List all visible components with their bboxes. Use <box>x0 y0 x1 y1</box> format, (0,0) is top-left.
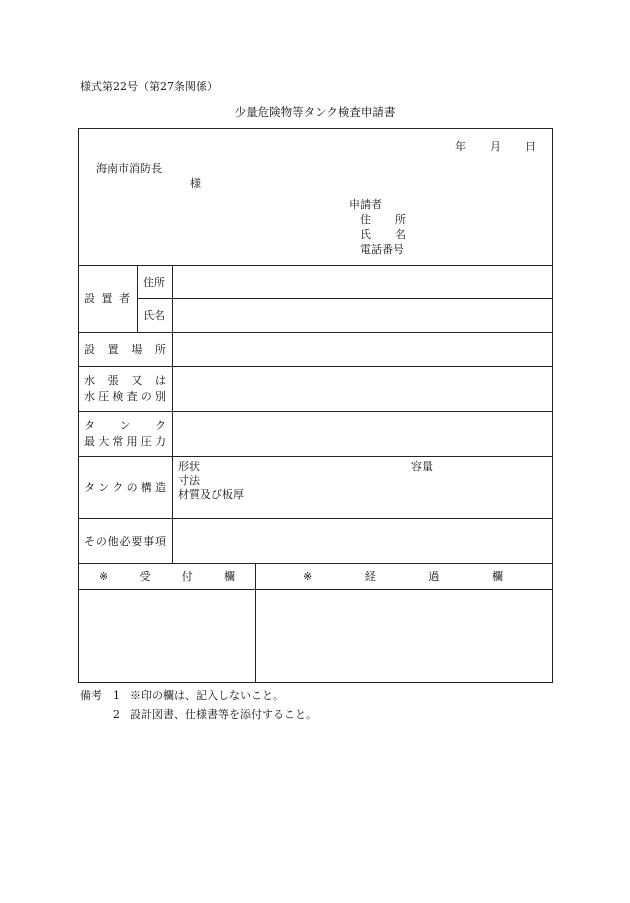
applicant-label: 申請者 <box>349 198 382 211</box>
column-divider <box>137 265 138 332</box>
structure-dimensions-label: 寸法 <box>178 474 200 487</box>
note-2-text: 設計図書、仕様書等を添付すること。 <box>130 708 317 721</box>
honorific: 様 <box>190 177 201 190</box>
other-items-label: そ の 他 必 要 事 項 <box>84 535 166 548</box>
form-table <box>78 128 553 683</box>
date-year: 年 <box>455 140 466 153</box>
progress-column-header: ※ 経 過 欄 <box>303 570 503 583</box>
addressee: 海南市消防長 <box>96 162 162 175</box>
row-divider <box>78 456 553 457</box>
structure-material-label: 材質及び板厚 <box>178 488 244 501</box>
tank-structure-label: タ ン ク の 構 造 <box>84 481 166 494</box>
applicant-address-label: 住 所 <box>360 213 406 226</box>
applicant-phone-label: 電話番号 <box>360 243 404 256</box>
note-1-text: ※印の欄は、記入しないこと。 <box>130 689 284 702</box>
form-number: 様式第22号（第27条関係） <box>80 80 218 93</box>
date-month: 月 <box>490 140 501 153</box>
column-divider <box>255 563 256 683</box>
row-divider <box>78 265 553 266</box>
water-test-label-line2: 水 圧 検 査 の 別 <box>84 390 166 403</box>
column-divider <box>172 265 173 563</box>
water-test-label-line1: 水 張 又 は <box>84 374 166 387</box>
installer-address-label: 住所 <box>143 276 165 289</box>
document-title: 少量危険物等タンク検査申請書 <box>234 105 396 119</box>
note-1-number: 1 <box>113 689 120 702</box>
notes-label: 備考 <box>80 689 102 702</box>
row-divider <box>78 518 553 519</box>
row-divider <box>78 332 553 333</box>
reception-column-header: ※ 受 付 欄 <box>99 570 235 583</box>
installer-name-label: 氏名 <box>143 309 165 322</box>
location-label: 設 置 場 所 <box>84 343 166 356</box>
tank-pressure-label-line1: タ ン ク <box>84 419 166 432</box>
applicant-name-label: 氏 名 <box>360 228 406 241</box>
structure-capacity-label: 容量 <box>411 460 433 473</box>
note-2-number: 2 <box>113 708 120 721</box>
row-divider <box>137 298 553 299</box>
installer-label: 設 置 者 <box>84 292 130 305</box>
row-divider <box>78 411 553 412</box>
date-day: 日 <box>525 140 536 153</box>
structure-shape-label: 形状 <box>178 460 200 473</box>
row-divider <box>78 589 553 590</box>
row-divider <box>78 366 553 367</box>
row-divider <box>78 563 553 564</box>
tank-pressure-label-line2: 最 大 常 用 圧 力 <box>84 435 166 448</box>
